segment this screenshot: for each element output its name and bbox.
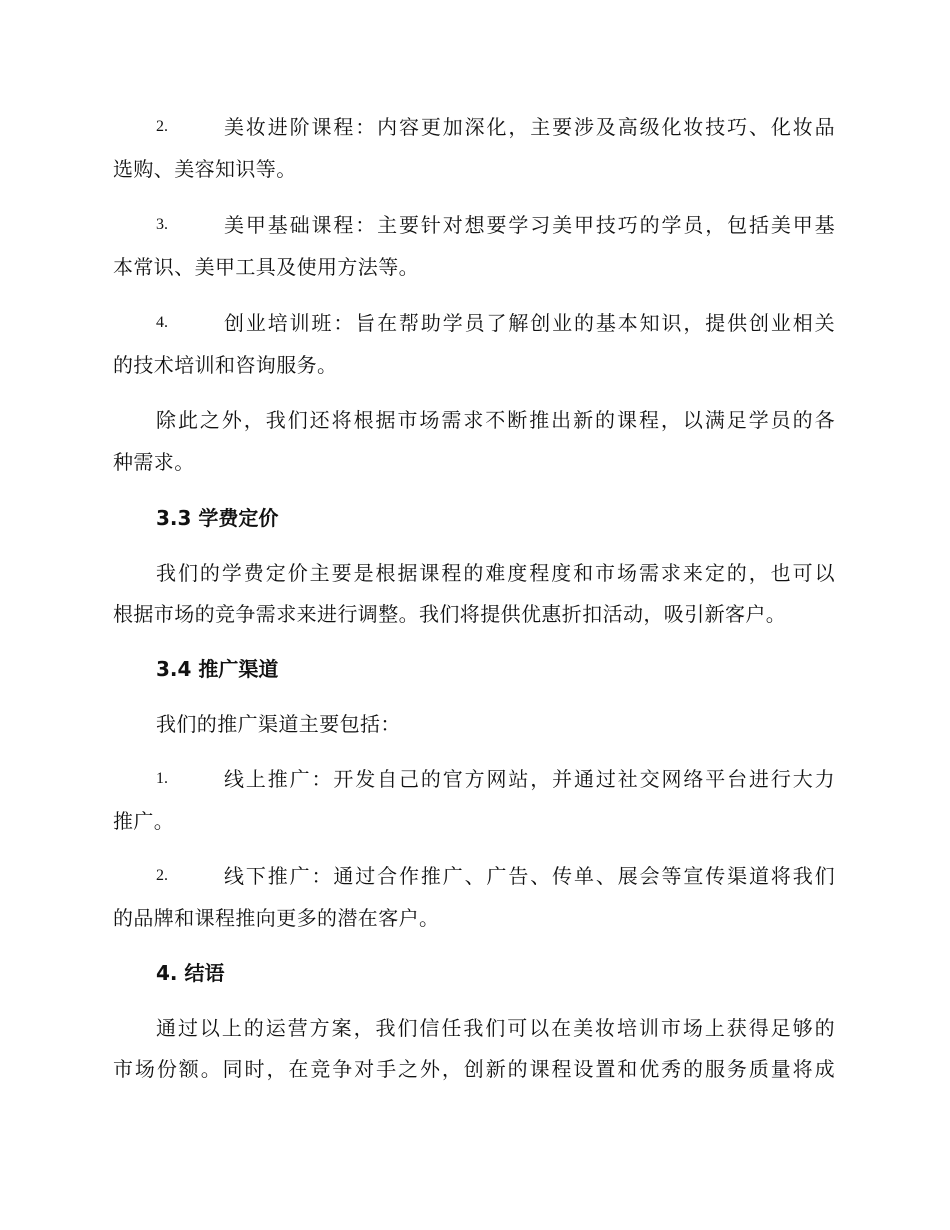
section-heading: 4. 结语 xyxy=(156,961,225,985)
paragraph-line: 我们的学费定价主要是根据课程的难度程度和市场需求来定的，也可以 xyxy=(156,561,835,585)
list-number: 3. xyxy=(156,216,168,233)
list-item-continuation: 本常识、美甲工具及使用方法等。 xyxy=(113,255,419,279)
paragraph-line: 除此之外，我们还将根据市场需求不断推出新的课程，以满足学员的各 xyxy=(156,408,835,432)
section-heading: 3.3 学费定价 xyxy=(156,506,279,530)
paragraph-line: 我们的推广渠道主要包括： xyxy=(156,712,401,736)
list-item-continuation: 推广。 xyxy=(113,809,175,833)
paragraph-line: 通过以上的运营方案，我们信任我们可以在美妆培训市场上获得足够的 xyxy=(156,1016,835,1040)
list-item-text: 线下推广：通过合作推广、广告、传单、展会等宣传渠道将我们 xyxy=(224,864,835,888)
list-item-continuation: 的技术培训和咨询服务。 xyxy=(113,353,338,377)
paragraph-line: 种需求。 xyxy=(113,450,195,474)
paragraph-line: 根据市场的竞争需求来进行调整。我们将提供优惠折扣活动，吸引新客户。 xyxy=(113,602,787,626)
list-item-text: 美甲基础课程：主要针对想要学习美甲技巧的学员，包括美甲基 xyxy=(224,213,835,237)
list-number: 2. xyxy=(156,118,168,135)
list-number: 4. xyxy=(156,314,168,331)
paragraph-line: 市场份额。同时，在竞争对手之外，创新的课程设置和优秀的服务质量将成 xyxy=(113,1057,835,1081)
list-item-text: 创业培训班：旨在帮助学员了解创业的基本知识，提供创业相关 xyxy=(224,311,835,335)
list-item-text: 美妆进阶课程：内容更加深化，主要涉及高级化妆技巧、化妆品 xyxy=(224,115,835,139)
list-number: 2. xyxy=(156,867,168,884)
list-item-continuation: 的品牌和课程推向更多的潜在客户。 xyxy=(113,906,440,930)
list-number: 1. xyxy=(156,770,168,787)
list-item-text: 线上推广：开发自己的官方网站，并通过社交网络平台进行大力 xyxy=(224,767,835,791)
list-item-continuation: 选购、美容知识等。 xyxy=(113,157,297,181)
section-heading: 3.4 推广渠道 xyxy=(156,657,279,681)
